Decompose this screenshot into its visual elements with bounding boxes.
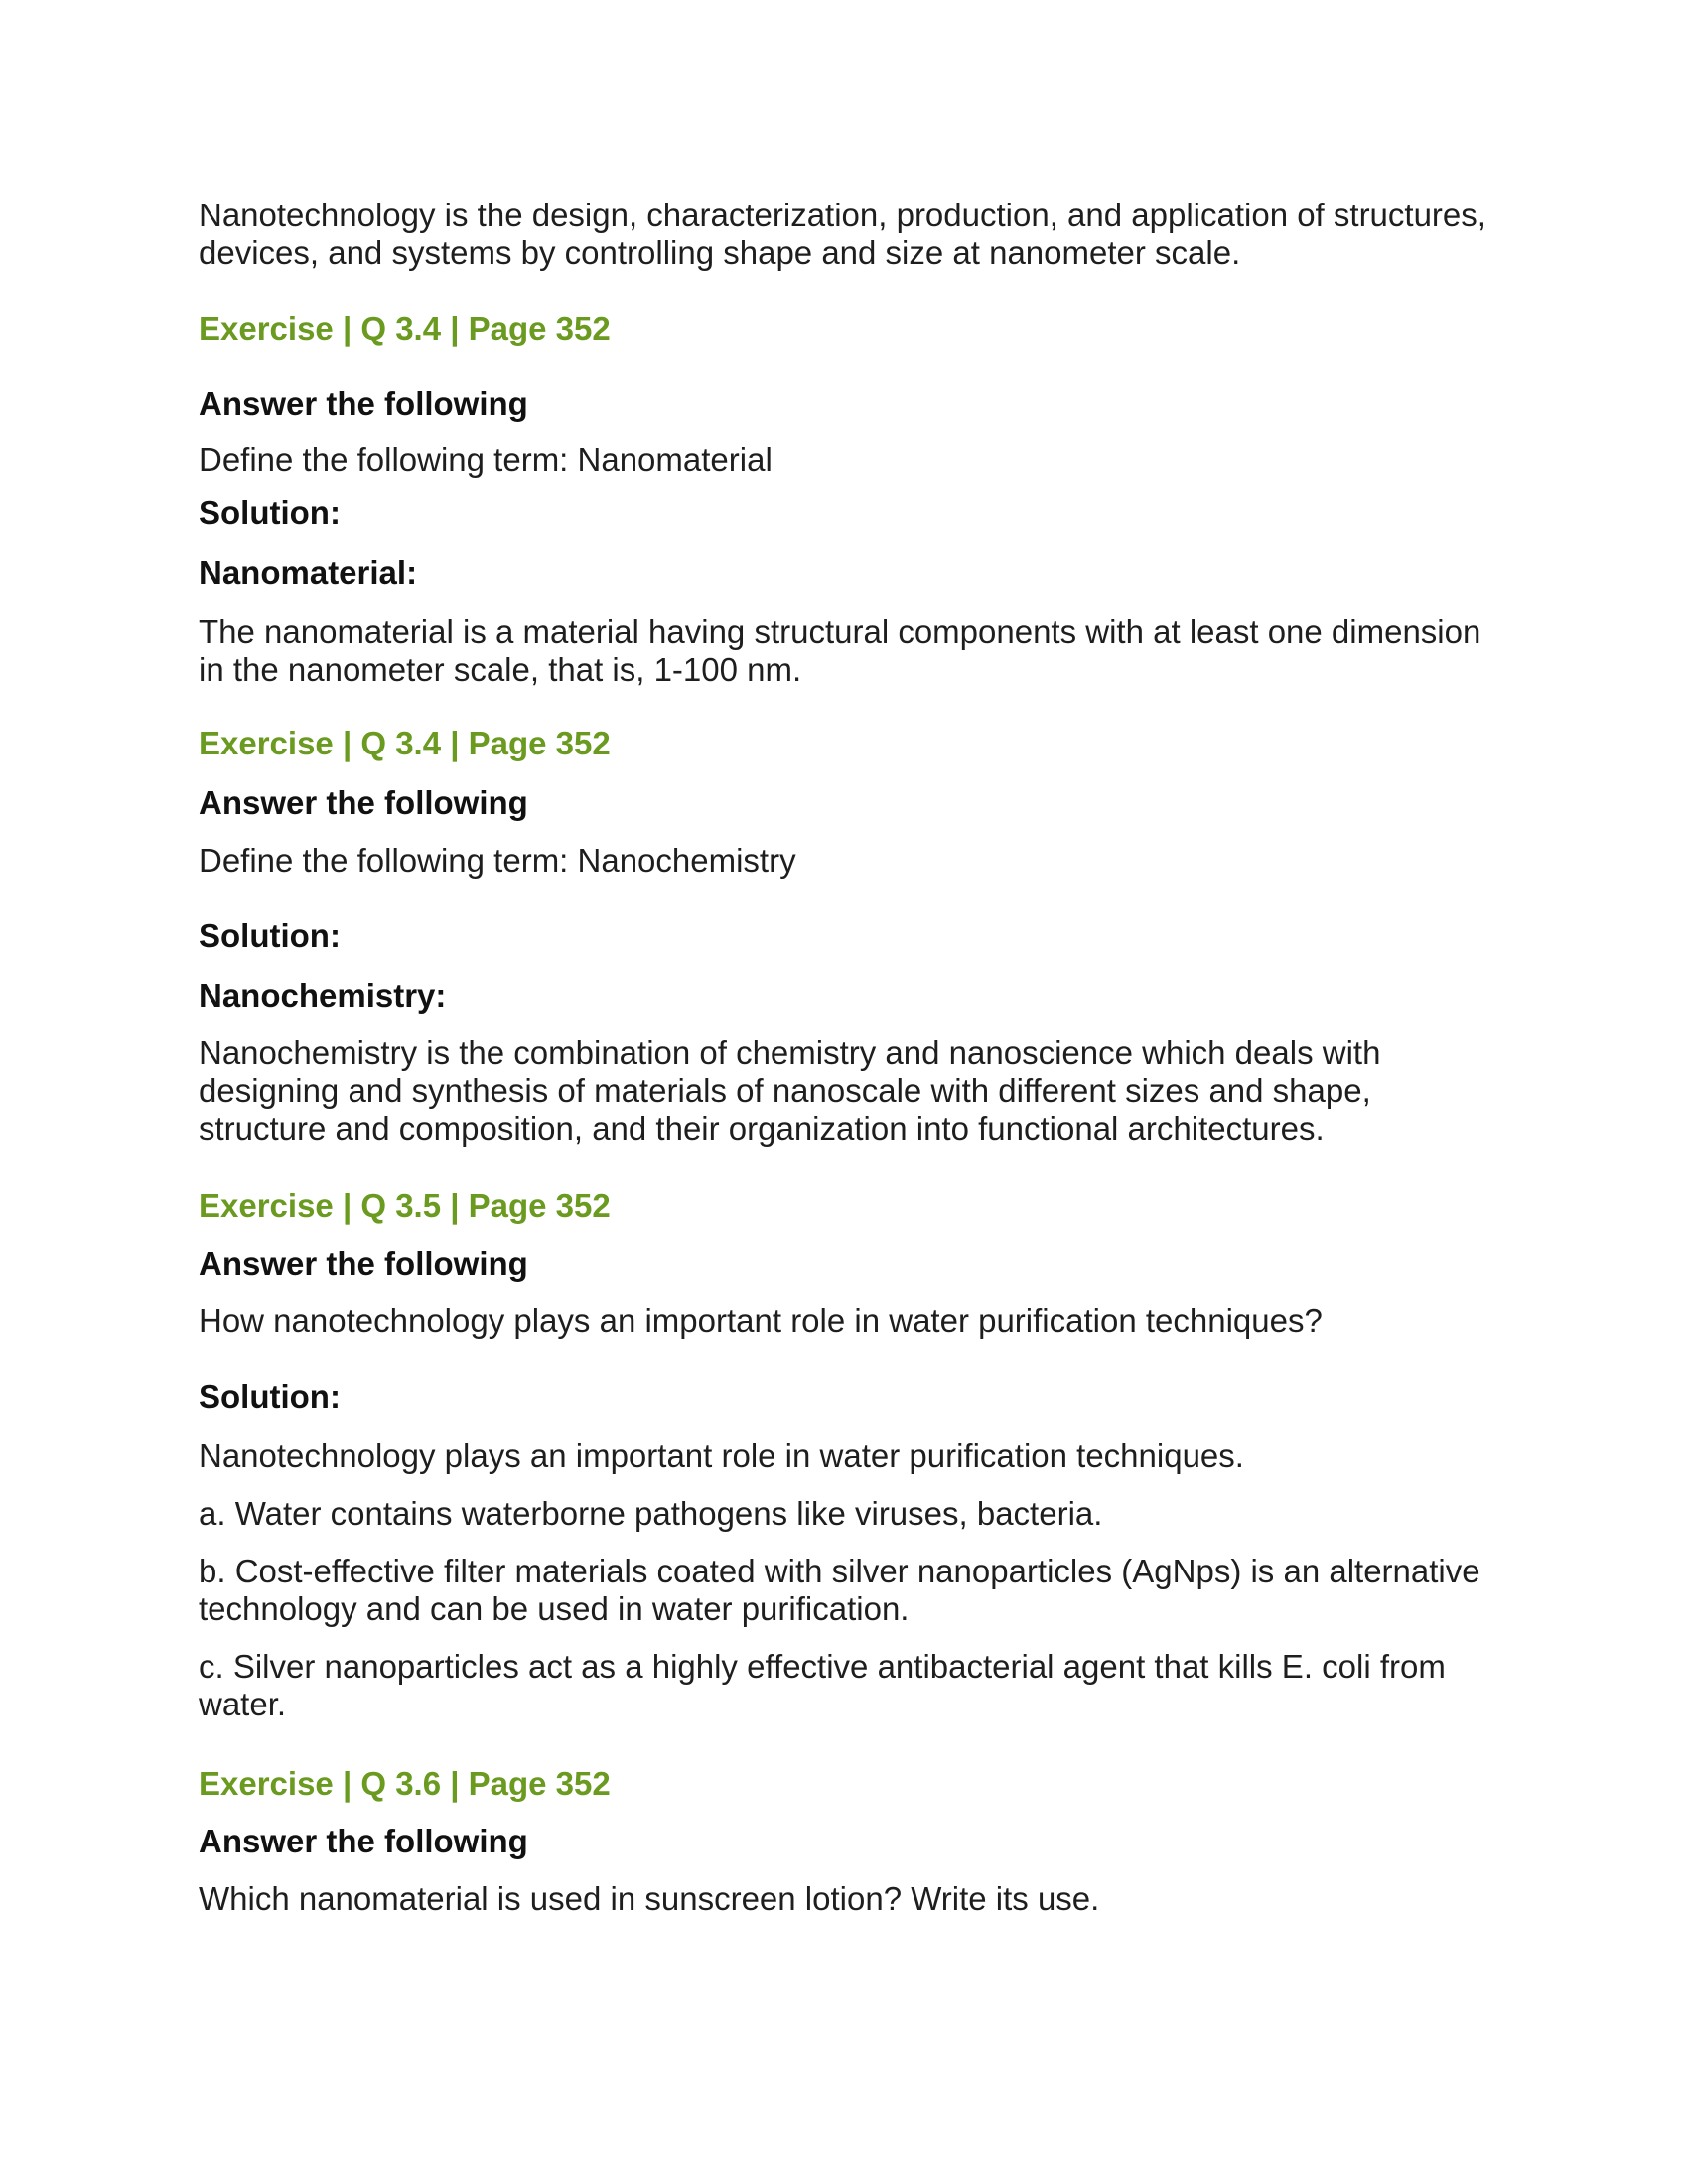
exercise-link-text[interactable]: Exercise | Q 3.4 | Page 352 [199, 310, 611, 346]
solution-point-c: c. Silver nanoparticles act as a highly effective antibacterial agent that kills E. coli from water. [199, 1648, 1446, 1722]
solution-point-b: b. Cost-effective filter materials coated with silver nanoparticles (AgNps) is an alternative technology and can be used in water purification. [199, 1553, 1480, 1627]
solution-label: Solution: [199, 494, 341, 531]
exercise-link-q3-4-nanochemistry[interactable] [199, 725, 1489, 762]
question-text: Define the following term: Nanomaterial [199, 441, 773, 478]
solution-label: Solution: [199, 917, 341, 954]
exercise-link-q3-4-nanomaterial[interactable] [199, 310, 1489, 347]
question-text: Which nanomaterial is used in sunscreen lotion? Write its use. [199, 1880, 1100, 1917]
intro-paragraph: Nanotechnology is the design, characterization, production, and application of structures, devices, and systems by controlling shape and size at nanometer scale. [199, 197, 1486, 271]
solution-label: Solution: [199, 1378, 341, 1415]
question-text: How nanotechnology plays an important role in water purification techniques? [199, 1302, 1323, 1339]
term-heading-nanochemistry: Nanochemistry: [199, 977, 447, 1014]
question-text: Define the following term: Nanochemistry [199, 842, 796, 879]
exercise-link-q3-5[interactable] [199, 1187, 1489, 1225]
exercise-link-q3-6[interactable] [199, 1765, 1489, 1803]
exercise-link-text[interactable]: Exercise | Q 3.6 | Page 352 [199, 1765, 611, 1802]
answer-paragraph-nanomaterial: The nanomaterial is a material having structural components with at least one dimension in the nanometer scale, that is, 1-100 nm. [199, 614, 1481, 688]
solution-point-a: a. Water contains waterborne pathogens like viruses, bacteria. [199, 1495, 1103, 1532]
answer-heading: Answer the following [199, 385, 528, 422]
term-heading-nanomaterial: Nanomaterial: [199, 554, 418, 591]
exercise-link-text[interactable]: Exercise | Q 3.4 | Page 352 [199, 725, 611, 761]
solution-intro: Nanotechnology plays an important role in water purification techniques. [199, 1437, 1244, 1474]
answer-paragraph-nanochemistry: Nanochemistry is the combination of chemistry and nanoscience which deals with designing and synthesis of materials of nanoscale with different sizes and shape, structure and composition, and their organization into functional architectures. [199, 1034, 1381, 1147]
answer-heading: Answer the following [199, 784, 528, 821]
exercise-link-text[interactable]: Exercise | Q 3.5 | Page 352 [199, 1187, 611, 1224]
answer-heading: Answer the following [199, 1245, 528, 1282]
answer-heading: Answer the following [199, 1823, 528, 1859]
